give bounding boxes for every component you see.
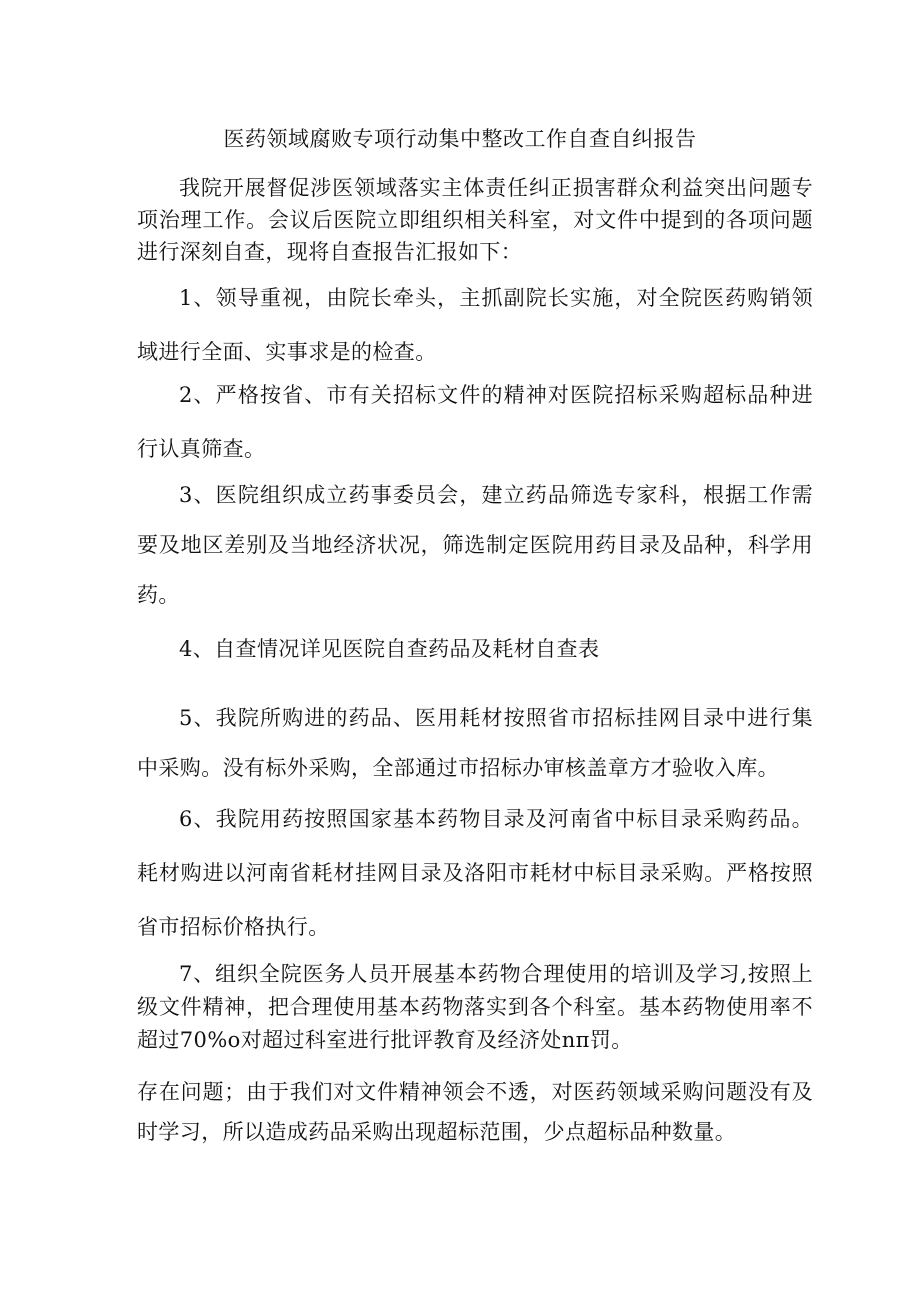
item-6-paragraph: 6、我院用药按照国家基本药物目录及河南省中标目录采购药品。耗材购进以河南省耗材挂网目录及洛阳市耗材中标目录采购。严格按照省市招标价格执行。 bbox=[137, 807, 813, 939]
item-4-paragraph: 4、自查情况详见医院自查药品及耗材自查表 bbox=[179, 637, 600, 661]
item-3-paragraph: 3、医院组织成立药事委员会，建立药品筛选专家科，根据工作需要及地区差别及当地经济状况，筛选制定医院用药目录及品种，科学用药。 bbox=[137, 483, 813, 607]
issues-paragraph: 存在问题；由于我们对文件精神领会不透，对医药领域采购问题没有及时学习，所以造成药品采购出现超标范围，少点超标品种数量。 bbox=[137, 1080, 813, 1144]
item-2-paragraph: 2、严格按省、市有关招标文件的精神对医院招标采购超标品种进行认真筛查。 bbox=[137, 383, 813, 461]
item-5-paragraph: 5、我院所购进的药品、医用耗材按照省市招标挂网目录中进行集中采购。没有标外采购，全部通过市招标办审核盖章方才验收入库。 bbox=[137, 706, 813, 780]
page-title: 医药领域腐败专项行动集中整改工作自查自纠报告 bbox=[223, 127, 697, 151]
item-1-paragraph: 1、领导重视，由院长牵头，主抓副院长实施，对全院医药购销领域进行全面、实事求是的检查。 bbox=[137, 286, 813, 364]
intro-paragraph: 我院开展督促涉医领域落实主体责任纠正损害群众利益突出问题专项治理工作。会议后医院立即组织相关科室，对文件中提到的各项问题进行深刻自查，现将自查报告汇报如下： bbox=[137, 176, 813, 264]
item-7-paragraph: 7、组织全院医务人员开展基本药物合理使用的培训及学习,按照上级文件精神，把合理使用基本药物落实到各个科室。基本药物使用率不超过70%o对超过科室进行批评教育及经济处nπ罚。 bbox=[137, 962, 813, 1052]
